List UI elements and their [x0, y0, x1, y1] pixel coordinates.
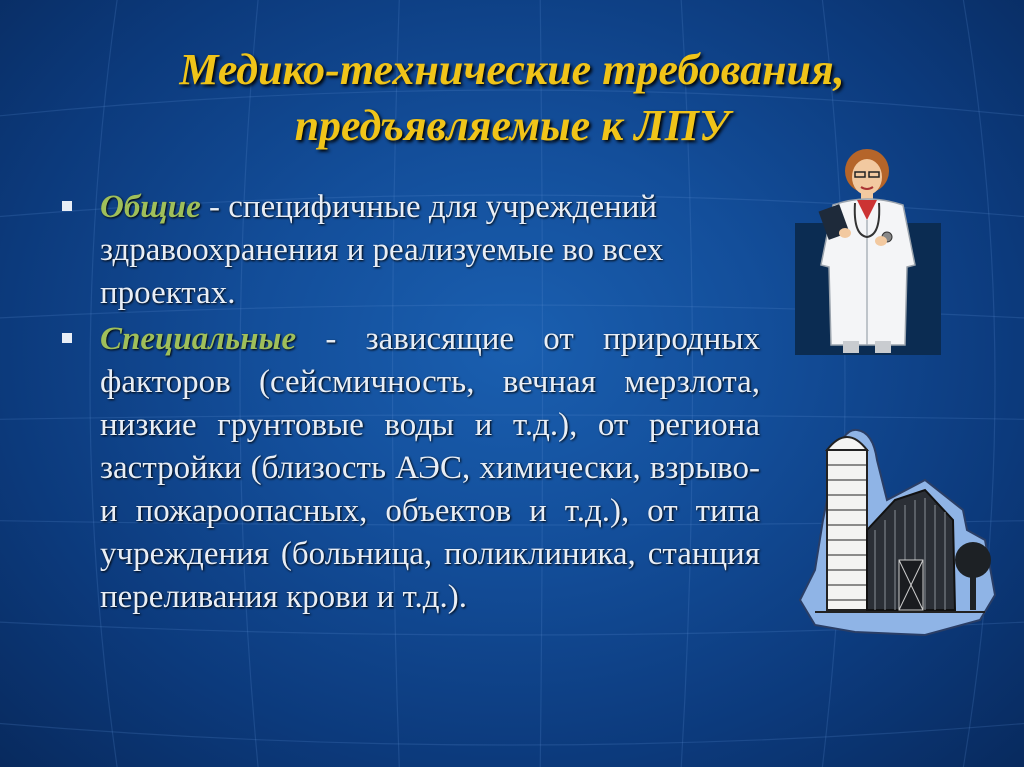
- term-special: Специальные: [100, 321, 297, 357]
- item-text-special: - зависящие от природных факторов (сейсмичность, вечная мерзлота, низкие грунтовые воды и т.д.), от региона застройки (близость АЭС, химически, взрыво- и пожароопасных, объектов и т.д.), от типа учреждения (больница, поликлиника, станция переливания крови и т.д.).: [100, 321, 760, 615]
- title-line-1: Медико-технические требования,: [179, 45, 845, 94]
- list-item-general: [60, 186, 760, 315]
- doctor-illustration: [795, 145, 945, 355]
- slide-title: [60, 42, 964, 154]
- barn-silo-illustration: [795, 420, 1000, 640]
- term-general: Общие: [100, 189, 201, 225]
- square-bullet-icon: [62, 333, 72, 343]
- bullet-list: [60, 186, 760, 619]
- square-bullet-icon: [62, 201, 72, 211]
- title-line-2: предъявляемые к ЛПУ: [294, 101, 730, 150]
- item-text-general: - специфичные для учреждений здравоохранения и реализуемые во всех проектах.: [100, 189, 664, 311]
- list-item-special: [60, 318, 760, 619]
